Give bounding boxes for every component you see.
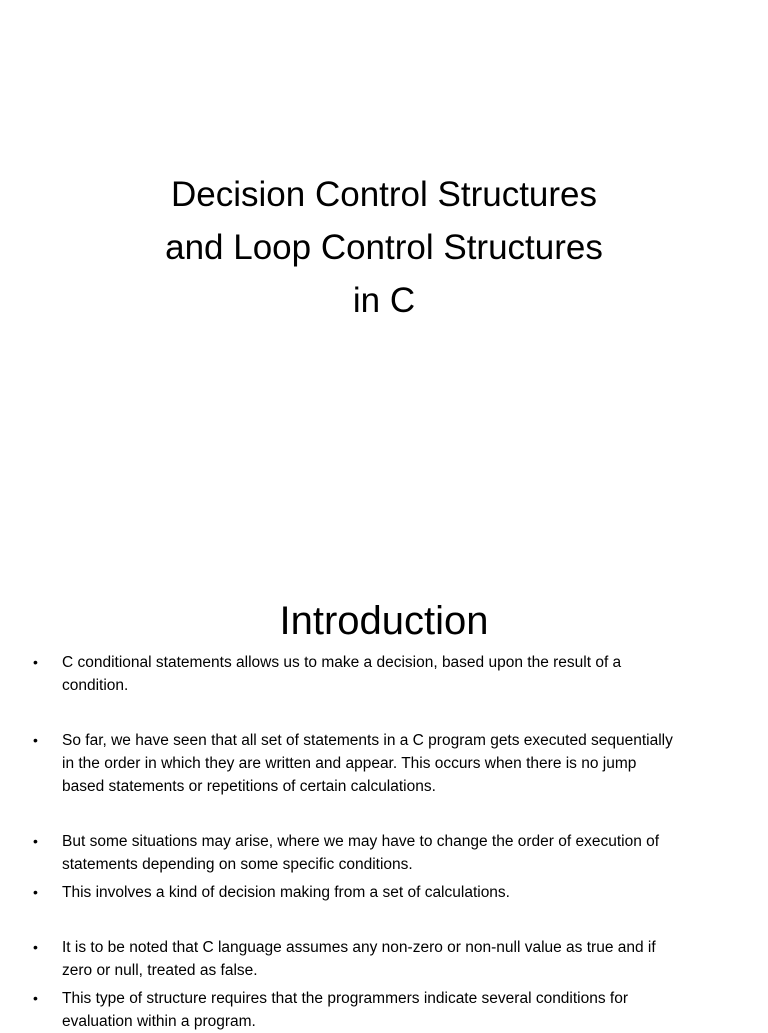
slide-heading: Introduction [279,599,489,643]
bullet-line: condition. [62,677,129,694]
presentation-title [60,168,708,327]
title-line: in C [352,281,416,320]
bullet-line: This type of structure requires that the programmers indicate several conditions for [62,990,629,1007]
bullet-line: So far, we have seen that all set of statements in a C program gets executed sequentially [62,732,673,749]
bullet-line: evaluation within a program. [62,1013,256,1030]
bullet-icon: • [33,939,38,955]
title-line: Decision Control Structures [171,175,597,214]
bullet-line: zero or null, treated as false. [62,962,258,979]
bullet-line: C conditional statements allows us to make a decision, based upon the result of a [62,654,622,671]
title-line: and Loop Control Structures [165,228,603,267]
bullet-icon: • [33,884,38,900]
bullet-text [62,830,762,876]
bullet-text [62,651,762,697]
bullet-text [62,987,762,1033]
bullet-line: in the order in which they are written and appear. This occurs when there is no jump [62,755,637,772]
bullet-text [62,936,762,982]
bullet-line: It is to be noted that C language assumes any non-zero or non-null value as true and if [62,939,656,956]
slide-introduction [0,576,768,1030]
bullet-icon: • [33,833,38,849]
bullet-icon: • [33,654,38,670]
bullet-icon: • [33,732,38,748]
bullet-text [62,729,762,798]
bullet-line: based statements or repetitions of certain calculations. [62,778,436,795]
bullet-icon: • [33,990,38,1006]
bullet-line: This involves a kind of decision making from a set of calculations. [62,884,510,901]
bullet-text [62,881,762,904]
bullet-line: statements depending on some specific conditions. [62,856,413,873]
bullet-line: But some situations may arise, where we may have to change the order of execution of [62,833,660,850]
